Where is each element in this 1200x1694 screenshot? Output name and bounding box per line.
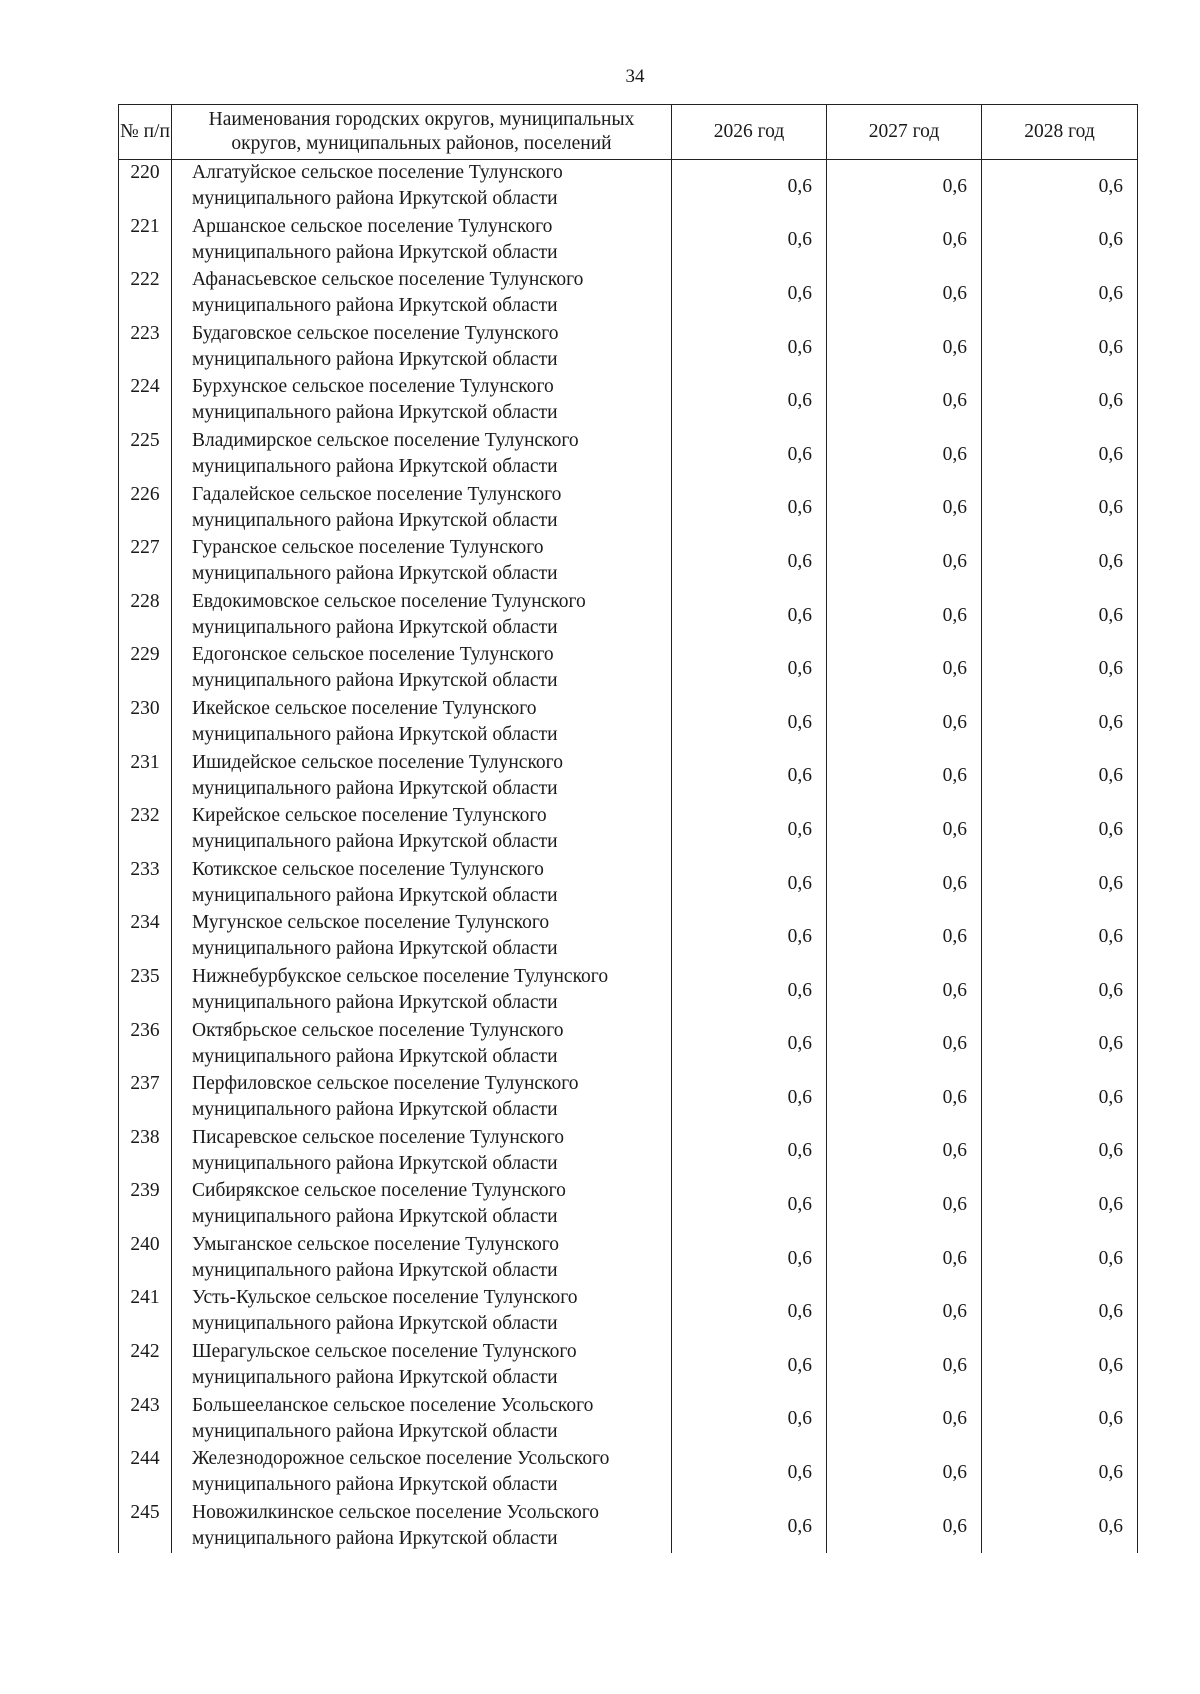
value-2026: 0,6	[672, 482, 827, 536]
table-row	[119, 589, 1138, 643]
value-2026: 0,6	[672, 1446, 827, 1500]
row-number: 222	[119, 267, 172, 321]
value-2028: 0,6	[982, 1178, 1138, 1232]
row-number: 237	[119, 1071, 172, 1125]
table-row	[119, 803, 1138, 857]
settlement-name-line1: Писаревское сельское поселение Тулунского	[192, 1126, 564, 1148]
settlement-name	[172, 696, 672, 750]
value-2027: 0,6	[827, 1071, 982, 1125]
value-2027: 0,6	[827, 1500, 982, 1554]
header-name: Наименования городских округов, муниципальных округов, муниципальных районов, поселений	[172, 105, 672, 160]
value-2028: 0,6	[982, 1285, 1138, 1339]
table-row	[119, 1446, 1138, 1500]
table-row	[119, 696, 1138, 750]
row-number: 224	[119, 374, 172, 428]
settlement-name-line2: муниципального района Иркутской области	[192, 1099, 558, 1121]
row-number: 233	[119, 857, 172, 911]
value-2027: 0,6	[827, 750, 982, 804]
settlement-name	[172, 1178, 672, 1232]
value-2026: 0,6	[672, 803, 827, 857]
settlement-name-line1: Железнодорожное сельское поселение Усольского	[192, 1448, 610, 1470]
table-row	[119, 214, 1138, 268]
value-2026: 0,6	[672, 1178, 827, 1232]
value-2028: 0,6	[982, 1339, 1138, 1393]
settlement-name-line2: муниципального района Иркутской области	[192, 884, 558, 906]
allocation-table	[118, 104, 1138, 1553]
row-number: 228	[119, 589, 172, 643]
header-2026: 2026 год	[672, 105, 827, 160]
value-2028: 0,6	[982, 910, 1138, 964]
value-2027: 0,6	[827, 482, 982, 536]
value-2028: 0,6	[982, 1500, 1138, 1554]
value-2028: 0,6	[982, 803, 1138, 857]
settlement-name-line1: Усть-Кульское сельское поселение Тулунского	[192, 1287, 578, 1309]
row-number: 231	[119, 750, 172, 804]
settlement-name-line2: муниципального района Иркутской области	[192, 295, 558, 317]
table-row	[119, 160, 1138, 214]
settlement-name-line1: Гадалейское сельское поселение Тулунского	[192, 483, 562, 505]
value-2027: 0,6	[827, 642, 982, 696]
settlement-name-line2: муниципального района Иркутской области	[192, 241, 558, 263]
value-2027: 0,6	[827, 1446, 982, 1500]
table-row	[119, 1071, 1138, 1125]
settlement-name-line1: Едогонское сельское поселение Тулунского	[192, 644, 554, 666]
value-2028: 0,6	[982, 750, 1138, 804]
settlement-name	[172, 589, 672, 643]
settlement-name-line2: муниципального района Иркутской области	[192, 563, 558, 585]
settlement-name-line2: муниципального района Иркутской области	[192, 509, 558, 531]
table-row	[119, 1018, 1138, 1072]
value-2027: 0,6	[827, 374, 982, 428]
settlement-name-line2: муниципального района Иркутской области	[192, 616, 558, 638]
value-2026: 0,6	[672, 1285, 827, 1339]
value-2026: 0,6	[672, 1071, 827, 1125]
table-row	[119, 267, 1138, 321]
row-number: 245	[119, 1500, 172, 1554]
value-2027: 0,6	[827, 1178, 982, 1232]
settlement-name-line1: Большееланское сельское поселение Усольского	[192, 1394, 594, 1416]
value-2026: 0,6	[672, 160, 827, 214]
row-number: 220	[119, 160, 172, 214]
settlement-name-line2: муниципального района Иркутской области	[192, 777, 558, 799]
table-row	[119, 857, 1138, 911]
settlement-name-line1: Бурхунское сельское поселение Тулунского	[192, 376, 554, 398]
settlement-name-line2: муниципального района Иркутской области	[192, 831, 558, 853]
settlement-name-line2: муниципального района Иркутской области	[192, 938, 558, 960]
table-row	[119, 428, 1138, 482]
settlement-name-line1: Умыганское сельское поселение Тулунского	[192, 1233, 560, 1255]
settlement-name	[172, 803, 672, 857]
settlement-name	[172, 642, 672, 696]
value-2027: 0,6	[827, 1285, 982, 1339]
settlement-name	[172, 910, 672, 964]
value-2026: 0,6	[672, 374, 827, 428]
header-num: № п/п	[119, 105, 172, 160]
settlement-name	[172, 1339, 672, 1393]
settlement-name	[172, 1393, 672, 1447]
settlement-name	[172, 1232, 672, 1286]
value-2028: 0,6	[982, 589, 1138, 643]
settlement-name	[172, 428, 672, 482]
value-2027: 0,6	[827, 535, 982, 589]
settlement-name	[172, 321, 672, 375]
page-number: 34	[625, 66, 645, 87]
settlement-name-line1: Шерагульское сельское поселение Тулунского	[192, 1341, 577, 1363]
table-row	[119, 374, 1138, 428]
value-2027: 0,6	[827, 1393, 982, 1447]
settlement-name-line2: муниципального района Иркутской области	[192, 723, 558, 745]
value-2028: 0,6	[982, 1446, 1138, 1500]
value-2028: 0,6	[982, 214, 1138, 268]
settlement-name-line1: Будаговское сельское поселение Тулунского	[192, 322, 559, 344]
settlement-name-line2: муниципального района Иркутской области	[192, 1313, 558, 1335]
table-row	[119, 482, 1138, 536]
value-2026: 0,6	[672, 267, 827, 321]
value-2026: 0,6	[672, 535, 827, 589]
settlement-name-line2: муниципального района Иркутской области	[192, 1259, 558, 1281]
row-number: 235	[119, 964, 172, 1018]
value-2026: 0,6	[672, 214, 827, 268]
settlement-name-line1: Перфиловское сельское поселение Тулунского	[192, 1073, 579, 1095]
settlement-name-line1: Алгатуйское сельское поселение Тулунского	[192, 162, 563, 183]
table-row	[119, 750, 1138, 804]
value-2028: 0,6	[982, 428, 1138, 482]
value-2026: 0,6	[672, 696, 827, 750]
table-body	[119, 160, 1138, 1554]
value-2028: 0,6	[982, 160, 1138, 214]
settlement-name	[172, 1285, 672, 1339]
row-number: 236	[119, 1018, 172, 1072]
row-number: 243	[119, 1393, 172, 1447]
row-number: 244	[119, 1446, 172, 1500]
value-2027: 0,6	[827, 1018, 982, 1072]
table-row	[119, 1339, 1138, 1393]
settlement-name	[172, 482, 672, 536]
table-row	[119, 321, 1138, 375]
settlement-name-line1: Октябрьское сельское поселение Тулунского	[192, 1019, 564, 1041]
value-2026: 0,6	[672, 642, 827, 696]
row-number: 223	[119, 321, 172, 375]
value-2026: 0,6	[672, 857, 827, 911]
settlement-name-line1: Владимирское сельское поселение Тулунского	[192, 429, 579, 451]
value-2026: 0,6	[672, 1339, 827, 1393]
value-2028: 0,6	[982, 1232, 1138, 1286]
settlement-name-line1: Икейское сельское поселение Тулунского	[192, 697, 537, 719]
value-2026: 0,6	[672, 1232, 827, 1286]
value-2026: 0,6	[672, 428, 827, 482]
value-2027: 0,6	[827, 1232, 982, 1286]
settlement-name-line2: муниципального района Иркутской области	[192, 348, 558, 370]
value-2028: 0,6	[982, 857, 1138, 911]
value-2027: 0,6	[827, 160, 982, 214]
row-number: 240	[119, 1232, 172, 1286]
value-2026: 0,6	[672, 964, 827, 1018]
value-2028: 0,6	[982, 696, 1138, 750]
settlement-name-line2: муниципального района Иркутской области	[192, 402, 558, 424]
value-2027: 0,6	[827, 589, 982, 643]
row-number: 227	[119, 535, 172, 589]
settlement-name-line2: муниципального района Иркутской области	[192, 1367, 558, 1389]
value-2028: 0,6	[982, 535, 1138, 589]
value-2028: 0,6	[982, 321, 1138, 375]
value-2027: 0,6	[827, 267, 982, 321]
value-2026: 0,6	[672, 589, 827, 643]
value-2026: 0,6	[672, 1500, 827, 1554]
table-header	[119, 105, 1138, 160]
header-2027: 2027 год	[827, 105, 982, 160]
settlement-name-line1: Мугунское сельское поселение Тулунского	[192, 912, 550, 934]
settlement-name	[172, 374, 672, 428]
value-2027: 0,6	[827, 428, 982, 482]
settlement-name	[172, 964, 672, 1018]
value-2027: 0,6	[827, 321, 982, 375]
row-number: 239	[119, 1178, 172, 1232]
settlement-name	[172, 535, 672, 589]
value-2028: 0,6	[982, 374, 1138, 428]
settlement-name	[172, 267, 672, 321]
settlement-name	[172, 750, 672, 804]
settlement-name-line2: муниципального района Иркутской области	[192, 1206, 558, 1228]
settlement-name-line2: муниципального района Иркутской области	[192, 991, 558, 1013]
value-2027: 0,6	[827, 696, 982, 750]
value-2027: 0,6	[827, 910, 982, 964]
value-2028: 0,6	[982, 1125, 1138, 1179]
value-2027: 0,6	[827, 1339, 982, 1393]
row-number: 225	[119, 428, 172, 482]
row-number: 226	[119, 482, 172, 536]
header-2028: 2028 год	[982, 105, 1138, 160]
table-row	[119, 1393, 1138, 1447]
value-2027: 0,6	[827, 803, 982, 857]
value-2026: 0,6	[672, 910, 827, 964]
settlement-name-line2: муниципального района Иркутской области	[192, 1152, 558, 1174]
settlement-name	[172, 160, 672, 214]
value-2028: 0,6	[982, 482, 1138, 536]
settlement-name-line2: муниципального района Иркутской области	[192, 1474, 558, 1496]
value-2028: 0,6	[982, 642, 1138, 696]
settlement-name-line1: Сибирякское сельское поселение Тулунского	[192, 1180, 566, 1202]
row-number: 238	[119, 1125, 172, 1179]
settlement-name-line1: Нижнебурбукское сельское поселение Тулунского	[192, 965, 609, 987]
value-2028: 0,6	[982, 964, 1138, 1018]
settlement-name	[172, 1500, 672, 1554]
value-2028: 0,6	[982, 1018, 1138, 1072]
settlement-name-line1: Котикское сельское поселение Тулунского	[192, 858, 544, 880]
table-row	[119, 1232, 1138, 1286]
row-number: 242	[119, 1339, 172, 1393]
table-row	[119, 535, 1138, 589]
settlement-name	[172, 1446, 672, 1500]
settlement-name-line2: муниципального района Иркутской области	[192, 188, 558, 209]
table-row	[119, 964, 1138, 1018]
value-2028: 0,6	[982, 267, 1138, 321]
table-row	[119, 1125, 1138, 1179]
settlement-name	[172, 1071, 672, 1125]
value-2026: 0,6	[672, 750, 827, 804]
row-number: 241	[119, 1285, 172, 1339]
settlement-name-line1: Евдокимовское сельское поселение Тулунского	[192, 590, 586, 612]
settlement-name-line2: муниципального района Иркутской области	[192, 455, 558, 477]
settlement-name-line1: Афанасьевское сельское поселение Тулунского	[192, 269, 584, 291]
row-number: 230	[119, 696, 172, 750]
settlement-name-line1: Гуранское сельское поселение Тулунского	[192, 537, 544, 559]
value-2026: 0,6	[672, 321, 827, 375]
settlement-name-line1: Аршанское сельское поселение Тулунского	[192, 215, 553, 237]
header-row	[119, 105, 1138, 160]
value-2028: 0,6	[982, 1071, 1138, 1125]
settlement-name	[172, 1018, 672, 1072]
value-2027: 0,6	[827, 964, 982, 1018]
settlement-name	[172, 857, 672, 911]
table-row	[119, 1285, 1138, 1339]
value-2027: 0,6	[827, 1125, 982, 1179]
row-number: 229	[119, 642, 172, 696]
row-number: 234	[119, 910, 172, 964]
value-2026: 0,6	[672, 1393, 827, 1447]
value-2027: 0,6	[827, 857, 982, 911]
row-number: 221	[119, 214, 172, 268]
table-row	[119, 1500, 1138, 1554]
settlement-name-line2: муниципального района Иркутской области	[192, 670, 558, 692]
settlement-name	[172, 214, 672, 268]
settlement-name-line1: Ишидейское сельское поселение Тулунского	[192, 751, 563, 773]
settlement-name-line1: Новожилкинское сельское поселение Усольского	[192, 1501, 600, 1523]
settlement-name-line1: Кирейское сельское поселение Тулунского	[192, 805, 547, 827]
settlement-name-line2: муниципального района Иркутской области	[192, 1527, 558, 1549]
table-row	[119, 910, 1138, 964]
value-2027: 0,6	[827, 214, 982, 268]
settlement-name-line2: муниципального района Иркутской области	[192, 1045, 558, 1067]
value-2026: 0,6	[672, 1125, 827, 1179]
value-2026: 0,6	[672, 1018, 827, 1072]
row-number: 232	[119, 803, 172, 857]
settlement-name-line2: муниципального района Иркутской области	[192, 1420, 558, 1442]
settlement-name	[172, 1125, 672, 1179]
table-row	[119, 1178, 1138, 1232]
value-2028: 0,6	[982, 1393, 1138, 1447]
table-row	[119, 642, 1138, 696]
